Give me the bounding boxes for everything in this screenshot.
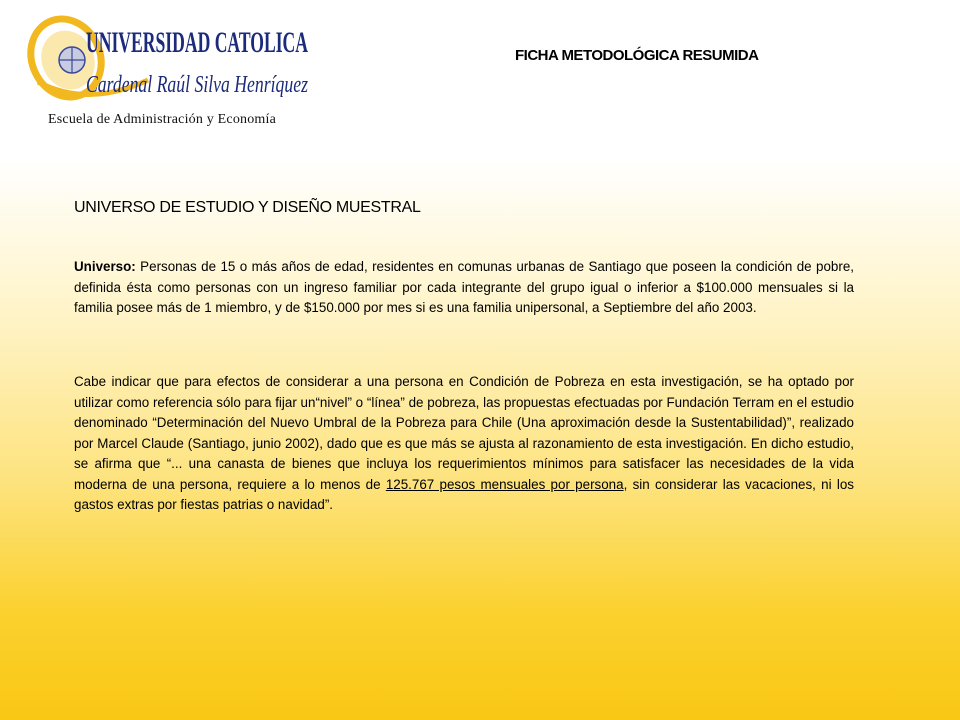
logo-graphic — [28, 10, 318, 110]
note-text-before: Cabe indicar que para efectos de considerar a una persona en Condición de Pobreza en esta investigación, se ha optado por utilizar como referencia sólo para fijar un“nivel” o “línea” de pobreza, las propuestas efectuadas por Fundación Terram en el estudio denominado “Determinación del Nuevo Umbral de la Pobreza para Chile (Una aproximación desde la Sustentabilidad)”, realizado por Marcel Claude (Santiago, junio 2002), dado que es que más se ajusta al razonamiento de esta investigación. En dicho estudio, se afirma que “... una canasta de bienes que incluya los requerimientos mínimos para satisfacer las necesidades de la vida moderna de una persona, requiere a lo menos de — [74, 374, 854, 492]
logo-line1: UNIVERSIDAD CATOLICA — [86, 26, 309, 59]
underlined-amount: 125.767 pesos mensuales por persona — [385, 476, 624, 492]
university-logo — [28, 10, 318, 110]
universe-paragraph — [74, 257, 854, 319]
poverty-note-paragraph — [74, 372, 854, 516]
page-title: FICHA METODOLÓGICA RESUMIDA — [515, 47, 759, 64]
section-title: UNIVERSO DE ESTUDIO Y DISEÑO MUESTRAL — [74, 199, 421, 216]
universe-label: Universo: — [74, 259, 136, 274]
school-name: Escuela de Administración y Economía — [48, 112, 277, 127]
universe-text: Personas de 15 o más años de edad, residentes en comunas urbanas de Santiago que poseen la condición de pobre, definida ésta como personas con un ingreso familiar por cada integrante del grupo igual o inferior a $100.000 mensuales si la familia posee más de 1 miembro, y de $150.000 por mes si es una familia unipersonal, a Septiembre del año 2003. — [74, 259, 854, 315]
note-text-after: , sin considerar las vacaciones, ni los gastos extras por fiestas patrias o navidad”. — [74, 476, 854, 512]
logo-line2: Cardenal Raúl Silva Henríquez — [86, 72, 309, 98]
